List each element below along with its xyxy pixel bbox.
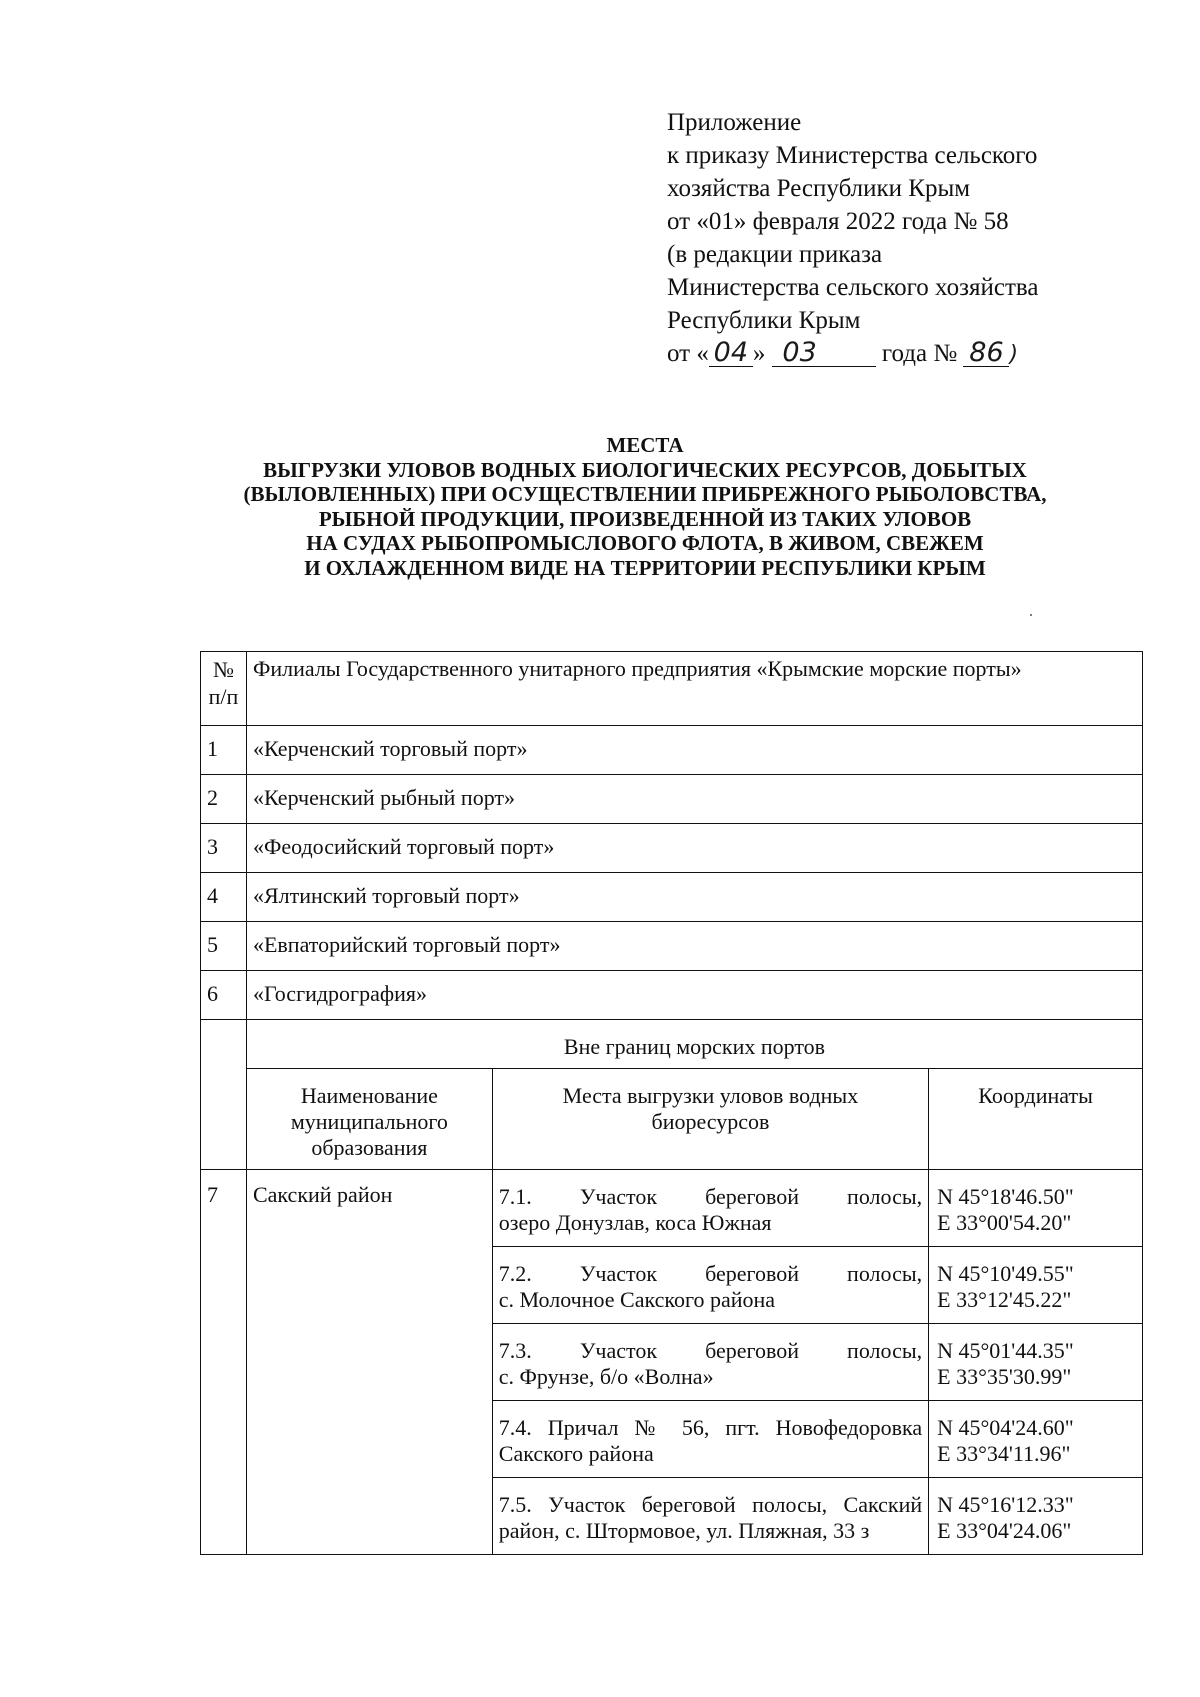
- table-row: [201, 1170, 1143, 1247]
- appendix-revision-date: от « 04 » 03 года № 86 ): [667, 337, 1019, 368]
- table-header-row: [201, 652, 1143, 726]
- port-num: 4: [201, 873, 247, 922]
- appendix-revision-3: Республики Крым: [667, 307, 861, 334]
- handwritten-month: 03: [772, 340, 876, 367]
- appendix-order-ref: к приказу Министерства сельского: [667, 142, 1038, 169]
- port-name: «Керченский торговый порт»: [246, 726, 1142, 775]
- table-row: [201, 971, 1143, 1020]
- appendix-title: Приложение: [667, 109, 802, 136]
- handwritten-number: 86: [963, 340, 1009, 367]
- port-name: «Госгидрография»: [246, 971, 1142, 1020]
- longitude: E 33°04'24.06": [937, 1518, 1072, 1543]
- title-line-3: (ВЫЛОВЛЕННЫХ) ПРИ ОСУЩЕСТВЛЕНИИ ПРИБРЕЖНОГО РЫБОЛОВСТВА,: [243, 482, 1047, 506]
- outside-ports-row: [201, 1020, 1143, 1069]
- municipality-name: Сакский район: [246, 1170, 492, 1555]
- table-row: [201, 775, 1143, 824]
- longitude: E 33°34'11.96": [937, 1441, 1071, 1466]
- longitude: E 33°00'54.20": [937, 1210, 1072, 1235]
- coords-cell: [929, 1324, 1143, 1401]
- place-line: озеро Донузлав, коса Южная: [498, 1210, 772, 1235]
- place-cell: [492, 1478, 928, 1555]
- port-num: 1: [201, 726, 247, 775]
- place-line: 7.5. Участок береговой полосы, Сакский: [498, 1492, 923, 1517]
- place-line: 7.2. Участок береговой полосы,: [498, 1261, 923, 1286]
- place-cell: [492, 1401, 928, 1478]
- table-row: [201, 726, 1143, 775]
- coords-cell: [929, 1401, 1143, 1478]
- place-line: 7.4. Причал № 56, пгт. Новофедоровка: [498, 1415, 923, 1440]
- port-name: «Керченский рыбный порт»: [246, 775, 1142, 824]
- table-row: [201, 824, 1143, 873]
- port-name: «Феодосийский торговый порт»: [246, 824, 1142, 873]
- appendix-revision: (в редакции приказа: [667, 241, 883, 268]
- landing-places-table: [200, 651, 1143, 1555]
- longitude: E 33°12'45.22": [937, 1287, 1072, 1312]
- port-name: «Ялтинский торговый порт»: [246, 873, 1142, 922]
- latitude: N 45°16'12.33": [937, 1492, 1074, 1517]
- place-cell: [492, 1324, 928, 1401]
- place-cell: [492, 1170, 928, 1247]
- header-num-cell: № п/п: [201, 652, 247, 726]
- coords-cell: [929, 1478, 1143, 1555]
- title-line-2: ВЫГРУЗКИ УЛОВОВ ВОДНЫХ БИОЛОГИЧЕСКИХ РЕСУРСОВ, ДОБЫТЫХ: [263, 457, 1027, 482]
- coords-cell: [929, 1170, 1143, 1247]
- handwritten-day: 04: [709, 340, 753, 367]
- title-line-4: РЫБНОЙ ПРОДУКЦИИ, ПРОИЗВЕДЕННОЙ ИЗ ТАКИХ УЛОВОВ: [318, 506, 972, 531]
- latitude: N 45°10'49.55": [937, 1261, 1074, 1286]
- place-line: с. Молочное Сакского района: [498, 1287, 776, 1312]
- latitude: N 45°18'46.50": [937, 1184, 1074, 1209]
- appendix-order-date: от «01» февраля 2022 года № 58: [667, 208, 1009, 235]
- empty-num-cell: [201, 1020, 247, 1170]
- table-row: [201, 922, 1143, 971]
- header-branches-cell: Филиалы Государственного унитарного предприятия «Крымские морские порты»: [246, 652, 1142, 726]
- appendix-revision-2: Министерства сельского хозяйства: [667, 274, 1039, 301]
- column-headers-row: [201, 1069, 1143, 1170]
- appendix-order-ref-2: хозяйства Республики Крым: [667, 175, 971, 202]
- longitude: E 33°35'30.99": [937, 1364, 1072, 1389]
- port-name: «Евпаторийский торговый порт»: [246, 922, 1142, 971]
- col-places-header: Места выгрузки уловов водных биоресурсов: [492, 1069, 928, 1170]
- port-num: 2: [201, 775, 247, 824]
- latitude: N 45°04'24.60": [937, 1415, 1074, 1440]
- title-line-6: И ОХЛАЖДЕННОМ ВИДЕ НА ТЕРРИТОРИИ РЕСПУБЛИКИ КРЫМ: [304, 555, 986, 580]
- port-num: 6: [201, 971, 247, 1020]
- port-num: 3: [201, 824, 247, 873]
- place-line: 7.3. Участок береговой полосы,: [498, 1338, 923, 1363]
- coords-cell: [929, 1247, 1143, 1324]
- title-line-1: МЕСТА: [606, 433, 684, 457]
- section-num: 7: [201, 1170, 247, 1555]
- scan-speck: [1030, 614, 1032, 616]
- port-num: 5: [201, 922, 247, 971]
- place-line: район, с. Штормовое, ул. Пляжная, 33 з: [498, 1518, 870, 1543]
- document-title: [150, 433, 1140, 580]
- place-line: 7.1. Участок береговой полосы,: [498, 1184, 923, 1209]
- title-line-5: НА СУДАХ РЫБОПРОМЫСЛОВОГО ФЛОТА, В ЖИВОМ, СВЕЖЕМ: [306, 531, 984, 555]
- col-coords-header: Координаты: [929, 1069, 1143, 1170]
- col-municipality-header: Наименование муниципального образования: [246, 1069, 492, 1170]
- table-row: [201, 873, 1143, 922]
- place-line: Сакского района: [498, 1441, 654, 1466]
- place-cell: [492, 1247, 928, 1324]
- outside-ports-label: Вне границ морских портов: [246, 1020, 1142, 1069]
- latitude: N 45°01'44.35": [937, 1338, 1074, 1363]
- appendix-header: [667, 106, 1167, 370]
- place-line: с. Фрунзе, б/о «Волна»: [498, 1364, 714, 1389]
